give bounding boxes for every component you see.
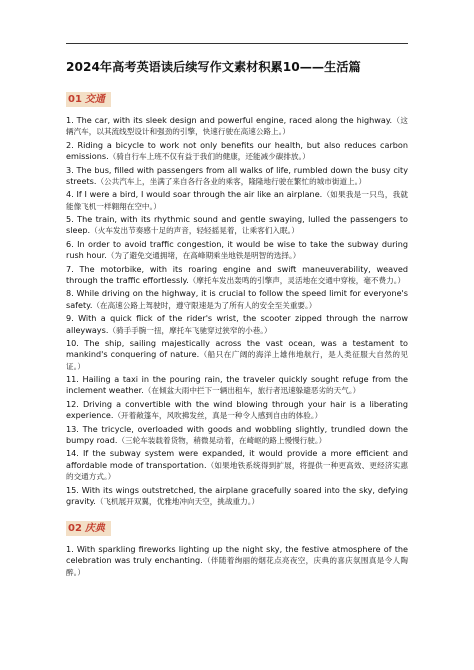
sentence-english: 11. Hailing a taxi in the pouring rain, the traveler quickly sought refuge from the inclement weather.	[66, 374, 408, 396]
sentence-translation: （为了避免交通拥堵，在高峰期乘坐地铁是明智的选择。）	[106, 251, 301, 261]
list-item	[66, 165, 408, 188]
section-heading-traffic	[66, 92, 111, 107]
sentence-translation: （骑手手腕一扭，摩托车飞驰穿过狭窄的小巷。）	[108, 325, 272, 335]
list-item	[66, 288, 408, 311]
list-item	[66, 264, 408, 287]
section-number: 01	[68, 94, 82, 105]
sentence-english: 4. If I were a bird, I would soar through the air like an airplane.	[66, 189, 323, 200]
sentence-english: 1. The car, with its sleek design and powerful engine, raced along the highway.	[66, 115, 393, 125]
sentence-translation: （船只在广阔的海洋上雄伟地航行，是人类征服大自然的见证。）	[66, 350, 408, 371]
list-item	[66, 544, 408, 578]
list-item	[66, 239, 408, 262]
sentence-translation: （火车发出节奏感十足的声音，轻轻摇晃着，让乘客们入眠。）	[90, 226, 299, 236]
sentence-english: 9. With a quick flick of the rider's wrist, the scooter zipped through the narrow alleyways.	[66, 313, 408, 335]
sentence-translation: （这辆汽车，以其流线型设计和强劲的引擎，快速行驶在高速公路上。）	[66, 116, 408, 137]
list-item	[66, 424, 408, 447]
sentence-english: 10. The ship, sailing majestically across the vast ocean, was a testament to mankind's conquering of nature.	[66, 338, 408, 360]
list-item	[66, 115, 408, 138]
sentence-english: 2. Riding a bicycle to work not only benefits our health, but also reduces carbon emissions.	[66, 139, 408, 162]
list-item	[66, 189, 408, 212]
document-body	[66, 60, 408, 580]
section-label: 交通	[84, 94, 105, 105]
list-item	[66, 485, 408, 508]
sentence-translation: （在高速公路上驾驶时，遵守限速是为了所有人的安全至关重要。）	[92, 300, 317, 310]
list-item	[66, 214, 408, 237]
document-title: 2024年高考英语读后续写作文素材积累10——生活篇	[66, 60, 361, 74]
sentence-english: 8. While driving on the highway, it is crucial to follow the speed limit for everyone's safety.	[66, 288, 408, 310]
sentence-translation: （伴随着绚丽的烟花点亮夜空，庆典的喜庆氛围真是令人陶醉。）	[66, 556, 408, 577]
sentence-translation: （公共汽车上，坐满了来自各行各业的乘客，隆隆地行驶在繁忙的城市街道上。）	[96, 176, 367, 186]
sentence-english: 12. Driving a convertible with the wind blowing through your hair is a liberating experience.	[66, 398, 408, 421]
sentence-translation: （在倾盆大雨中拦下一辆出租车，旅行者迅速躲避恶劣的天气。）	[143, 386, 361, 396]
section-heading-celebration	[66, 521, 111, 536]
section-celebration-list	[66, 544, 408, 578]
sentence-translation: （如果地铁系统得到扩展，将提供一种更高效、更经济实惠的交通方式。）	[66, 460, 408, 482]
sentence-translation: （骑自行车上班不仅有益于我们的健康，还能减少碳排放。）	[108, 152, 310, 162]
sentence-english: 3. The bus, filled with passengers from all walks of life, rumbled down the busy city streets.	[66, 164, 408, 186]
sentence-english: 15. With its wings outstretched, the airplane gracefully soared into the sky, defying gravity.	[66, 484, 408, 506]
sentence-english: 6. In order to avoid traffic congestion, it would be wise to take the subway during rush hour.	[66, 238, 408, 261]
sentence-english: 14. If the subway system were expanded, it would provide a more efficient and affordable mode of transportation.	[66, 448, 408, 470]
list-item	[66, 140, 408, 163]
top-rule	[66, 43, 408, 44]
section-label: 庆典	[84, 523, 105, 535]
list-item	[66, 338, 408, 372]
sentence-english: 1. With sparkling fireworks lighting up the night sky, the festive atmosphere of the celebration was truly enchanting.	[66, 544, 408, 566]
sentence-translation: （三轮车装载着货物，稍微晃动着，在崎岖的路上慢慢行驶。）	[117, 435, 327, 445]
list-item	[66, 374, 408, 397]
list-item	[66, 399, 408, 422]
sentence-english: 13. The tricycle, overloaded with goods and wobbling slightly, trundled down the bumpy road.	[66, 423, 408, 445]
sentence-english: 7. The motorbike, with its roaring engine and swift maneuverability, weaved through the traffic effortlessly.	[66, 263, 408, 285]
section-traffic-list	[66, 115, 408, 507]
sentence-translation: （开着敞篷车，风吹拂发丝，真是一种令人感到自由的体验。）	[113, 411, 323, 421]
list-item	[66, 448, 408, 482]
sentence-translation: （摩托车发出轰鸣的引擎声，灵活地在交通中穿梭，毫不费力。）	[188, 275, 406, 285]
sentence-english: 5. The train, with its rhythmic sound and gentle swaying, lulled the passengers to sleep.	[66, 214, 408, 236]
list-item	[66, 313, 408, 336]
section-number: 02	[68, 523, 82, 535]
sentence-translation: （如果我是一只鸟，我就能像飞机一样翱翔在空中。）	[66, 190, 409, 211]
sentence-translation: （飞机展开双翼，优雅地冲向天空，挑战重力。）	[95, 496, 260, 506]
